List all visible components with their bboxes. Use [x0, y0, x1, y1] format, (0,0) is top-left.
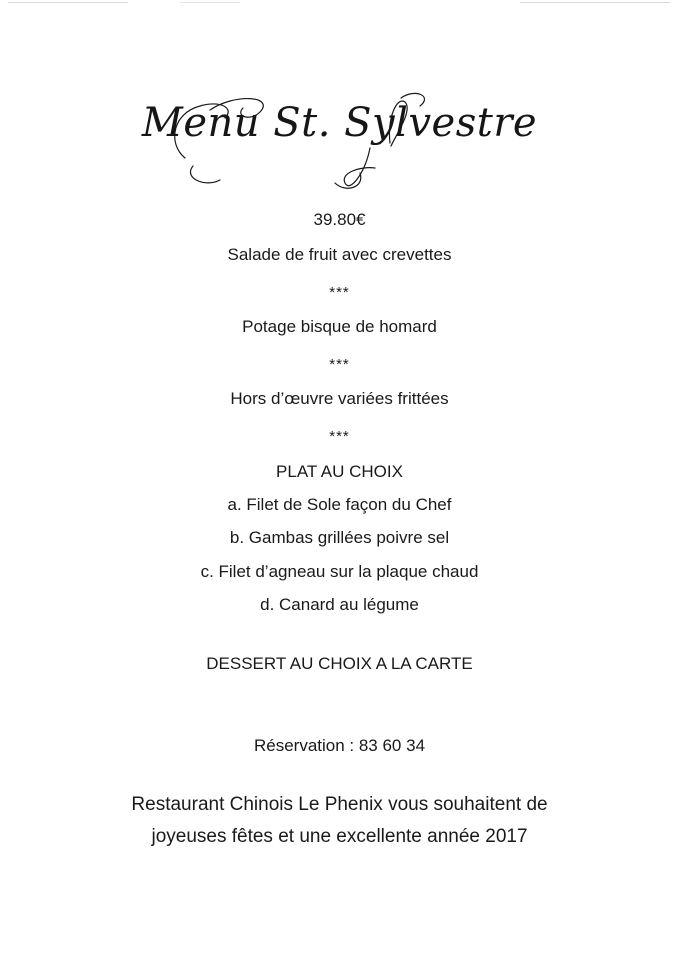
main-choice-option: d. Canard au légume [260, 595, 419, 614]
scan-edge-mark [180, 2, 240, 3]
course-starter: Salade de fruit avec crevettes [227, 245, 452, 264]
reservation-line: Réservation : 83 60 34 [253, 736, 426, 755]
scan-edge-mark [8, 2, 128, 3]
main-choice-option: c. Filet d’agneau sur la plaque chaud [200, 562, 479, 581]
menu-price: 39.80€ [313, 210, 366, 229]
footer-greeting-line2: joyeuses fêtes et une excellente année 2017 [151, 826, 528, 847]
course-separator: *** [329, 284, 350, 301]
main-choice-heading: PLAT AU CHOIX [276, 462, 403, 481]
dessert-line: DESSERT AU CHOIX A LA CARTE [206, 654, 473, 673]
main-choice-option: b. Gambas grillées poivre sel [229, 528, 450, 547]
scan-edge-mark [520, 2, 670, 3]
menu-title: Menu St. Sylvestre [141, 100, 538, 146]
footer-greeting-line1: Restaurant Chinois Le Phenix vous souhaitent de [131, 794, 548, 815]
course-separator: *** [329, 428, 350, 445]
course-soup: Potage bisque de homard [242, 317, 437, 336]
main-choice-option: a. Filet de Sole façon du Chef [227, 495, 452, 514]
course-appetizer: Hors d’œuvre variées frittées [230, 389, 449, 408]
course-separator: *** [329, 356, 350, 373]
